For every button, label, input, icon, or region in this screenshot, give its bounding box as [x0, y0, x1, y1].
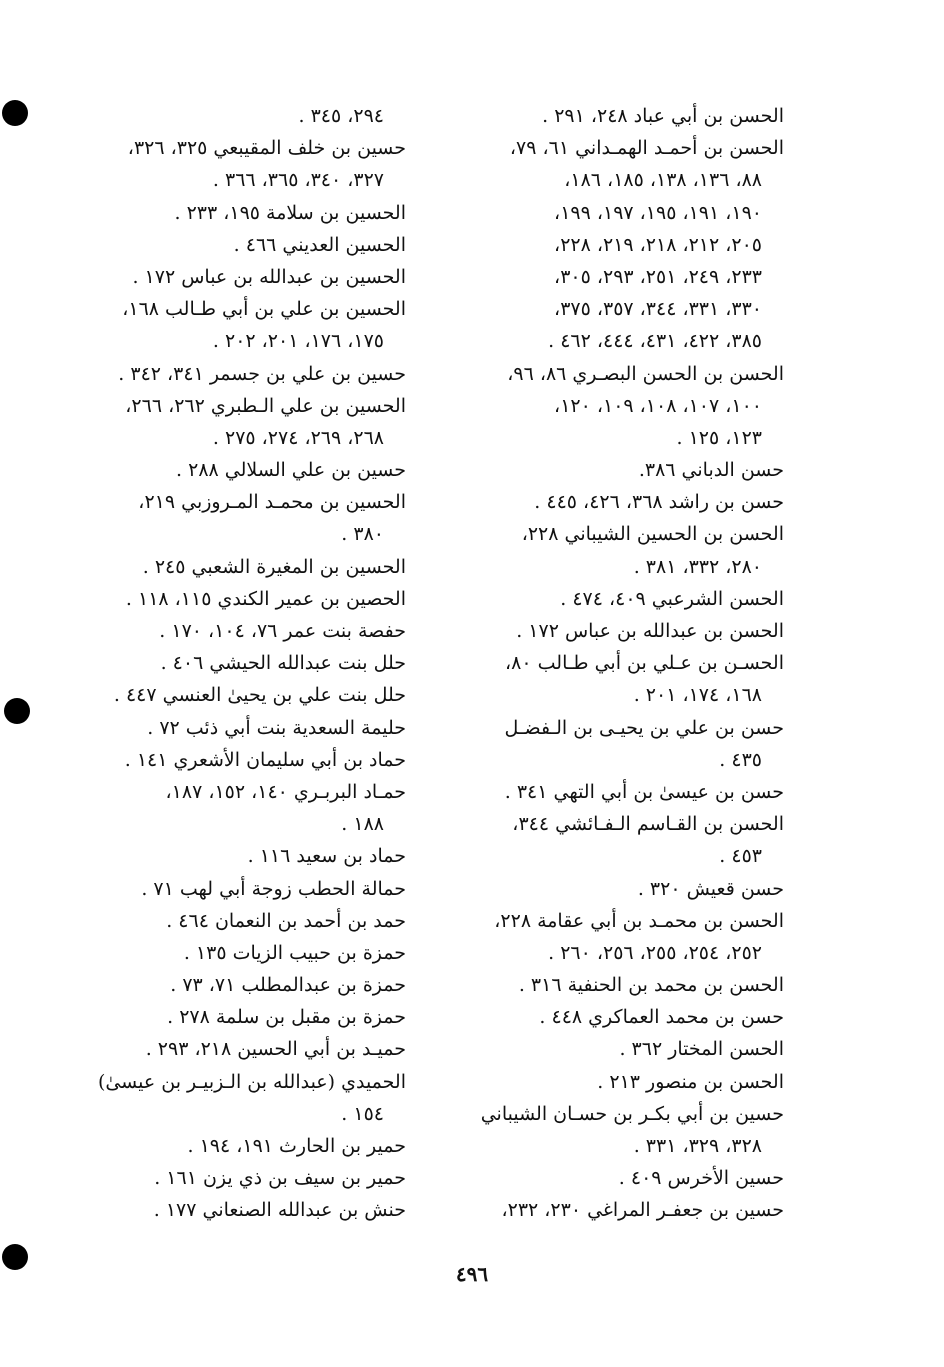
index-entry: حسين بن أبي بكـر بن حسـان الشيباني [480, 1102, 784, 1125]
index-entry: الحسين بن عبدالله بن عباس ١٧٢ . [132, 265, 406, 288]
index-entry-continuation: ٣٣٠، ٣٣١، ٣٤٤، ٣٥٧، ٣٧٥، [554, 298, 762, 321]
index-entry-continuation: ٢٥٢، ٢٥٤، ٢٥٥، ٢٥٦، ٢٦٠ . [548, 941, 762, 964]
index-entry-continuation: ١٨٨ . [341, 813, 384, 836]
index-entry: حسين بن علي بن جسمر ٣٤١، ٣٤٢ . [118, 362, 406, 385]
index-entry: الحسين بن علي بن أبي طـالب ١٦٨، [122, 298, 406, 321]
index-entry: حسن بن محمد العماكري ٤٤٨ . [539, 1006, 784, 1029]
index-entry: حنش بن عبدالله الصنعاني ١٧٧ . [153, 1199, 406, 1222]
index-entry: الحسن بن الحسين الشيباني ٢٢٨، [521, 523, 784, 546]
page-number: ٤٩٦ [455, 1262, 489, 1286]
index-entry: حلل بنت علي بن يحيىٰ العنسي ٤٤٧ . [113, 684, 406, 707]
index-entry: حمزة بن عبدالمطلب ٧١، ٧٣ . [170, 974, 406, 997]
index-entry: الحسين بن محمـد المـروزبي ٢١٩، [138, 491, 406, 514]
index-entry-continuation: ٤٥٣ . [719, 845, 762, 868]
index-entry: الحميدي (عبدالله بن الـزبيـر بن عيسىٰ) [97, 1070, 406, 1093]
index-entry: حسن قعيش ٣٢٠ . [637, 877, 784, 900]
index-entry: حمزة بن مقبل بن سلمة ٢٧٨ . [167, 1006, 406, 1029]
index-entry-continuation: ١٩٠، ١٩١، ١٩٥، ١٩٧، ١٩٩، [554, 201, 762, 224]
index-entry: حسن بن عيسىٰ بن أبي التهي ٣٤١ . [504, 780, 784, 803]
index-entry: حمير بن الحارث ١٩١، ١٩٤ . [187, 1135, 406, 1157]
index-entry: الحسـن بن عـلي بن أبي طـالب ٨٠، [505, 652, 784, 675]
index-entry: الحسن بن الحسن البصـري ٨٦، ٩٦، [507, 362, 784, 385]
index-entry-continuation: ٢٨٠، ٣٣٢، ٣٨١ . [633, 555, 762, 578]
index-entry: حمـاد البربـري ١٤٠، ١٥٢، ١٨٧، [165, 780, 406, 803]
punch-hole-top [2, 100, 28, 126]
index-entry: حسن الدباني ٣٨٦. [638, 459, 784, 482]
index-entry: حمالة الحطب زوجة أبي لهب ٧١ . [141, 877, 406, 900]
index-entry-continuation: ١٢٣، ١٢٥ . [676, 426, 762, 449]
index-entry: حسين بن جعفـر المراغي ٢٣٠، ٢٣٢، [501, 1199, 784, 1222]
punch-hole-middle [4, 698, 30, 724]
index-column-left [86, 100, 406, 1227]
index-entry: الحسن بن أحمـد الهمـداني ٦١، ٧٩، [509, 137, 784, 160]
index-entry: حمير بن سيف بن ذي يزن ١٦١ . [154, 1167, 406, 1190]
index-entry: الحسين بن المغيرة الشعبي ٢٤٥ . [142, 555, 406, 578]
index-entry-continuation: ٤٣٥ . [719, 748, 762, 771]
index-entry-continuation: ٢٣٣، ٢٤٩، ٢٥١، ٢٩٣، ٣٠٥، [554, 265, 762, 288]
index-entry: الحسن المختار ٣٦٢ . [619, 1038, 784, 1061]
index-entry: حمزة بن حبيب الزيات ١٣٥ . [183, 941, 406, 964]
index-entry: الحصين بن عمير الكندي ١١٥، ١١٨ . [125, 587, 406, 610]
index-entry: الحسن بن محمـد بن أبي عقامة ٢٢٨، [494, 909, 784, 932]
index-entry: الحسن بن عبدالله بن عباس ١٧٢ . [516, 620, 784, 642]
index-entry: الحسن بن القـاسم الـفـائشي ٣٤٤، [512, 813, 784, 836]
index-entry-continuation: ٢٠٥، ٢١٢، ٢١٨، ٢١٩، ٢٢٨، [554, 233, 762, 256]
index-entry-continuation: ٢٩٤، ٣٤٥ . [298, 105, 384, 127]
index-entry: حماد بن سعيد ١١٦ . [247, 845, 406, 868]
index-entry: حفصة بنت عمر ٧٦، ١٠٤، ١٧٠ . [159, 620, 406, 642]
index-entry: الحسين بن سلامة ١٩٥، ٢٣٣ . [174, 201, 406, 224]
index-entry-continuation: ٨٨، ١٣٦، ١٣٨، ١٨٥، ١٨٦، [564, 169, 762, 192]
index-entry: الحسن بن أبي عباد ٢٤٨، ٢٩١ . [542, 105, 784, 127]
index-entry: الحسن الشرعبي ٤٠٩، ٤٧٤ . [560, 587, 784, 610]
index-entry: حسين بن خلف المقيبعي ٣٢٥، ٣٢٦، [127, 137, 406, 160]
index-column-right [464, 100, 784, 1227]
index-entry-continuation: ٣٢٨، ٣٢٩، ٣٣١ . [633, 1135, 762, 1157]
index-entry-continuation: ٢٦٨، ٢٦٩، ٢٧٤، ٢٧٥ . [212, 426, 384, 449]
index-entry: الحسين العديني ٤٦٦ . [233, 233, 406, 256]
index-entry: حسين بن علي السلالي ٢٨٨ . [176, 459, 406, 482]
index-entry: الحسن بن محمد بن الحنفية ٣١٦ . [518, 974, 784, 997]
index-entry: حسن بن علي بن يحيـى بن الـفضـل [504, 716, 784, 739]
index-entry-continuation: ٣٨٥، ٤٢٢، ٤٣١، ٤٤٤، ٤٦٢ . [548, 330, 762, 353]
index-entry: الحسين بن علي الـطبري ٢٦٢، ٢٦٦، [125, 394, 406, 417]
index-entry-continuation: ١٠٠، ١٠٧، ١٠٨، ١٠٩، ١٢٠، [554, 394, 762, 417]
index-entry: حسن بن راشد ٣٦٨، ٤٢٦، ٤٤٥ . [534, 491, 784, 514]
index-entry-continuation: ١٧٥، ١٧٦، ٢٠١، ٢٠٢ . [212, 330, 384, 353]
index-entry: حماد بن أبي سليمان الأشعري ١٤١ . [124, 748, 406, 771]
index-entry: حميـد بن أبي الحسين ٢١٨، ٢٩٣ . [145, 1038, 406, 1061]
index-entry-continuation: ٣٢٧، ٣٤٠، ٣٦٥، ٣٦٦ . [212, 169, 384, 192]
index-entry: حسين الأخرس ٤٠٩ . [618, 1167, 784, 1190]
index-entry-continuation: ١٥٤ . [341, 1102, 384, 1125]
index-entry: حمد بن أحمد بن النعمان ٤٦٤ . [166, 909, 406, 932]
index-entry-continuation: ١٦٨، ١٧٤، ٢٠١ . [633, 684, 762, 707]
index-entry: الحسن بن منصور ٢١٣ . [597, 1070, 784, 1093]
index-entry: حلل بنت عبدالله الحيشي ٤٠٦ . [160, 652, 406, 675]
index-entry-continuation: ٣٨٠ . [341, 523, 384, 546]
index-entry: حليمة السعدية بنت أبي ذئب ٧٢ . [147, 716, 406, 739]
